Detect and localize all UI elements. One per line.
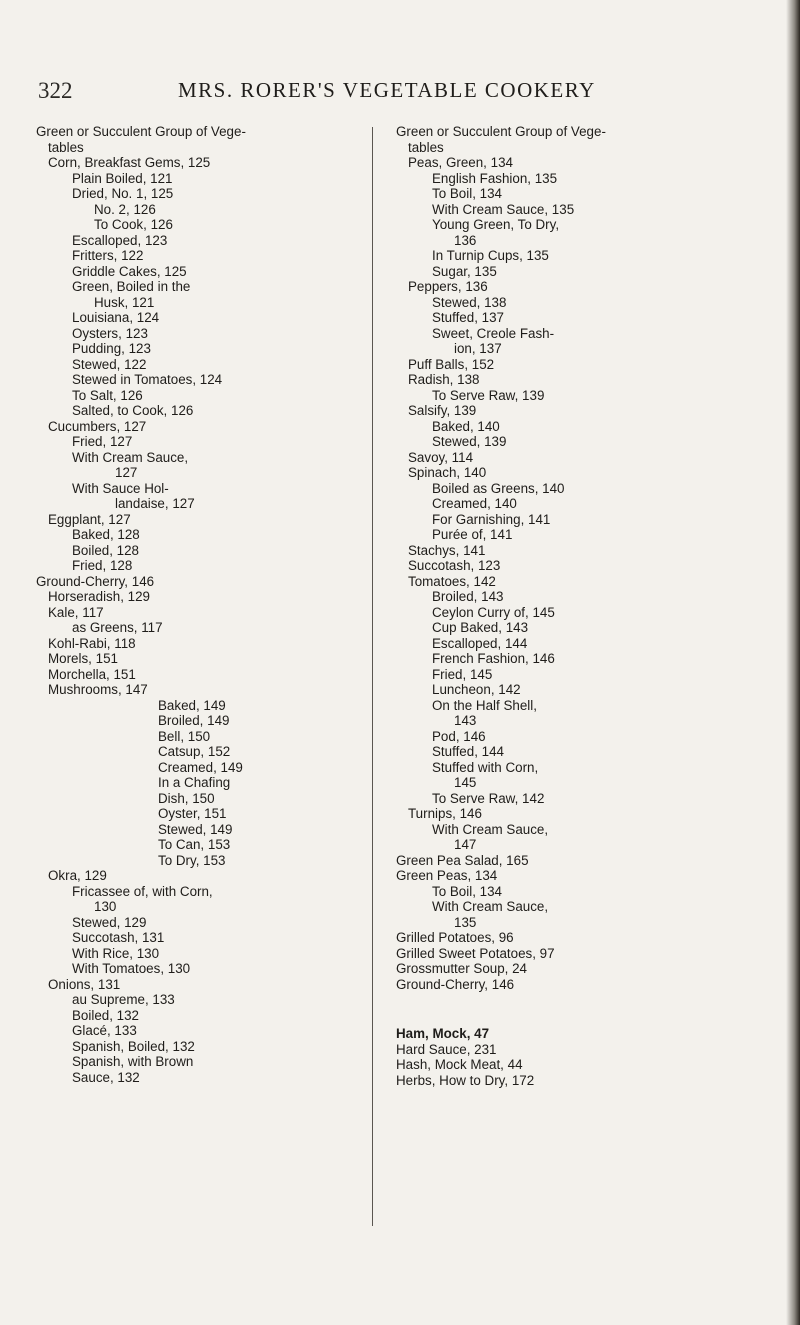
index-entry: Succotash, 123 bbox=[408, 558, 501, 573]
index-entry: To Serve Raw, 142 bbox=[432, 790, 545, 806]
index-entry: Fried, 128 bbox=[72, 558, 133, 573]
index-entry: Bell, 150 bbox=[158, 728, 211, 744]
index-entry: Young Green, To Dry, bbox=[432, 217, 560, 232]
index-entry: Stewed, 122 bbox=[72, 356, 147, 372]
index-entry: Green or Succulent Group of Vege- bbox=[36, 124, 246, 139]
index-entry: Succotash, 131 bbox=[72, 930, 165, 945]
index-entry: Tomatoes, 142 bbox=[408, 573, 496, 589]
index-entry: Radish, 138 bbox=[408, 372, 480, 387]
index-entry: Spanish, Boiled, 132 bbox=[72, 1038, 195, 1054]
index-entry: Morels, 151 bbox=[48, 651, 118, 666]
index-entry: Spinach, 140 bbox=[408, 465, 487, 480]
index-entry: In a Chafing bbox=[158, 775, 231, 790]
index-entry: 145 bbox=[454, 775, 477, 790]
column-divider bbox=[372, 127, 373, 1226]
index-entry: Ground-Cherry, 146 bbox=[36, 573, 155, 589]
index-entry: Peas, Green, 134 bbox=[408, 155, 513, 170]
index-entry: Green Pea Salad, 165 bbox=[396, 852, 529, 868]
index-entry: To Salt, 126 bbox=[72, 387, 143, 403]
index-entry: Pod, 146 bbox=[432, 728, 486, 744]
index-entry: Sugar, 135 bbox=[432, 263, 497, 279]
index-entry: Oyster, 151 bbox=[158, 806, 227, 821]
index-entry: Pudding, 123 bbox=[72, 341, 151, 356]
index-entry: To Cook, 126 bbox=[94, 217, 173, 232]
index-entry: Broiled, 149 bbox=[158, 713, 230, 728]
index-entry: Purée of, 141 bbox=[432, 527, 513, 542]
index-entry: With Cream Sauce, 135 bbox=[432, 201, 575, 217]
index-entry: French Fashion, 146 bbox=[432, 651, 555, 666]
index-entry: Horseradish, 129 bbox=[48, 589, 150, 604]
index-entry: Spanish, with Brown bbox=[72, 1054, 194, 1069]
index-entry: Sauce, 132 bbox=[72, 1069, 140, 1085]
index-entry: 147 bbox=[454, 837, 477, 852]
index-entry: Peppers, 136 bbox=[408, 279, 488, 294]
index-entry: Cucumbers, 127 bbox=[48, 418, 147, 434]
index-entry: Ham, Mock, 47 bbox=[396, 1026, 490, 1041]
index-entry: Luncheon, 142 bbox=[432, 682, 521, 697]
index-entry: With Tomatoes, 130 bbox=[72, 961, 191, 976]
index-entry: Husk, 121 bbox=[94, 294, 155, 310]
index-entry: ion, 137 bbox=[454, 341, 502, 356]
index-entry: Eggplant, 127 bbox=[48, 511, 131, 527]
index-entry: Fried, 127 bbox=[72, 434, 133, 449]
index-entry: Stuffed with Corn, bbox=[432, 759, 539, 775]
index-entry: Stewed, 138 bbox=[432, 294, 507, 310]
index-entry: With Sauce Hol- bbox=[72, 480, 169, 496]
index-entry: Ceylon Curry of, 145 bbox=[432, 604, 555, 620]
index-entry: Herbs, How to Dry, 172 bbox=[396, 1072, 535, 1088]
index-entry: 143 bbox=[454, 713, 477, 728]
index-spacer bbox=[396, 992, 726, 1026]
index-entry: landaise, 127 bbox=[115, 496, 195, 511]
index-entry: 127 bbox=[115, 465, 138, 480]
index-entry: Stewed, 129 bbox=[72, 914, 147, 930]
index-entry: Grilled Potatoes, 96 bbox=[396, 930, 514, 945]
index-entry: Green, Boiled in the bbox=[72, 279, 191, 294]
index-entry: Salsify, 139 bbox=[408, 403, 477, 418]
page-number: 322 bbox=[38, 78, 73, 103]
index-entry: Kale, 117 bbox=[48, 604, 104, 620]
index-entry: To Boil, 134 bbox=[432, 186, 502, 201]
index-entry: tables bbox=[408, 139, 444, 155]
index-entry: Okra, 129 bbox=[48, 868, 107, 883]
index-entry: Baked, 140 bbox=[432, 418, 500, 434]
index-entry: No. 2, 126 bbox=[94, 201, 156, 217]
index-entry: Louisiana, 124 bbox=[72, 310, 160, 325]
index-entry: as Greens, 117 bbox=[72, 620, 163, 635]
page-header bbox=[38, 78, 768, 108]
index-entry: Corn, Breakfast Gems, 125 bbox=[48, 155, 211, 170]
index-entry: Boiled, 128 bbox=[72, 542, 140, 558]
index-entry: Creamed, 149 bbox=[158, 759, 243, 775]
running-title: MRS. RORER'S VEGETABLE COOKERY bbox=[178, 78, 596, 102]
index-entry: Stachys, 141 bbox=[408, 542, 486, 558]
index-entry: Stewed, 149 bbox=[158, 821, 233, 837]
index-entry: On the Half Shell, bbox=[432, 697, 537, 713]
index-entry: English Fashion, 135 bbox=[432, 170, 558, 186]
index-entry: Morchella, 151 bbox=[48, 666, 136, 682]
index-entry: Boiled as Greens, 140 bbox=[432, 480, 565, 496]
index-entry: tables bbox=[48, 139, 84, 155]
index-entry: Fricassee of, with Corn, bbox=[72, 883, 213, 899]
index-entry: To Boil, 134 bbox=[432, 883, 502, 899]
index-entry: Green or Succulent Group of Vege- bbox=[396, 124, 606, 139]
index-entry: Broiled, 143 bbox=[432, 589, 504, 604]
index-entry: 135 bbox=[454, 914, 477, 930]
index-entry: Stewed in Tomatoes, 124 bbox=[72, 372, 223, 387]
index-entry: Green Peas, 134 bbox=[396, 868, 498, 883]
index-entry: Kohl-Rabi, 118 bbox=[48, 635, 136, 651]
index-entry: au Supreme, 133 bbox=[72, 992, 175, 1007]
index-entry: To Serve Raw, 139 bbox=[432, 387, 545, 403]
index-entry: With Cream Sauce, bbox=[432, 821, 549, 837]
index-entry: Onions, 131 bbox=[48, 976, 121, 992]
index-entry: With Cream Sauce, bbox=[72, 449, 189, 465]
index-entry: Dried, No. 1, 125 bbox=[72, 186, 174, 201]
index-entry: 136 bbox=[454, 232, 477, 248]
index-entry: Hash, Mock Meat, 44 bbox=[396, 1057, 523, 1072]
index-entry: In Turnip Cups, 135 bbox=[432, 248, 549, 263]
index-entry: Stuffed, 137 bbox=[432, 310, 504, 325]
index-entry: For Garnishing, 141 bbox=[432, 511, 551, 527]
index-entry: Escalloped, 144 bbox=[432, 635, 528, 651]
index-column-left bbox=[36, 124, 359, 1085]
index-entry: Boiled, 132 bbox=[72, 1007, 140, 1023]
index-entry: Hard Sauce, 231 bbox=[396, 1041, 497, 1057]
index-entry: With Cream Sauce, bbox=[432, 899, 549, 914]
index-entry: Fried, 145 bbox=[432, 666, 493, 682]
book-spine-shadow bbox=[786, 0, 800, 1325]
index-entry: Mushrooms, 147 bbox=[48, 682, 148, 697]
index-entry: Griddle Cakes, 125 bbox=[72, 263, 187, 279]
index-entry: Baked, 149 bbox=[158, 697, 226, 713]
index-entry: Turnips, 146 bbox=[408, 806, 482, 821]
index-entry: Puff Balls, 152 bbox=[408, 356, 495, 372]
index-entry: To Dry, 153 bbox=[158, 852, 226, 868]
index-entry: With Rice, 130 bbox=[72, 945, 160, 961]
index-entry: Escalloped, 123 bbox=[72, 232, 168, 248]
index-entry: Savoy, 114 bbox=[408, 449, 474, 465]
index-column-right bbox=[396, 124, 726, 1088]
index-entry: Cup Baked, 143 bbox=[432, 620, 529, 635]
index-entry: To Can, 153 bbox=[158, 837, 231, 852]
index-entry: Dish, 150 bbox=[158, 790, 215, 806]
index-entry: Stewed, 139 bbox=[432, 434, 507, 449]
index-entry: Ground-Cherry, 146 bbox=[396, 976, 515, 992]
index-entry: Fritters, 122 bbox=[72, 248, 144, 263]
index-entry: Plain Boiled, 121 bbox=[72, 170, 173, 186]
index-entry: Creamed, 140 bbox=[432, 496, 517, 511]
index-entry: Catsup, 152 bbox=[158, 744, 231, 759]
index-entry: Grossmutter Soup, 24 bbox=[396, 961, 527, 976]
index-entry: 130 bbox=[94, 899, 117, 914]
index-entry: Glacé, 133 bbox=[72, 1023, 137, 1038]
index-entry: Grilled Sweet Potatoes, 97 bbox=[396, 945, 555, 961]
index-entry: Baked, 128 bbox=[72, 527, 140, 542]
index-entry: Stuffed, 144 bbox=[432, 744, 504, 759]
index-entry: Oysters, 123 bbox=[72, 325, 148, 341]
index-entry: Salted, to Cook, 126 bbox=[72, 403, 194, 418]
index-entry: Sweet, Creole Fash- bbox=[432, 325, 555, 341]
